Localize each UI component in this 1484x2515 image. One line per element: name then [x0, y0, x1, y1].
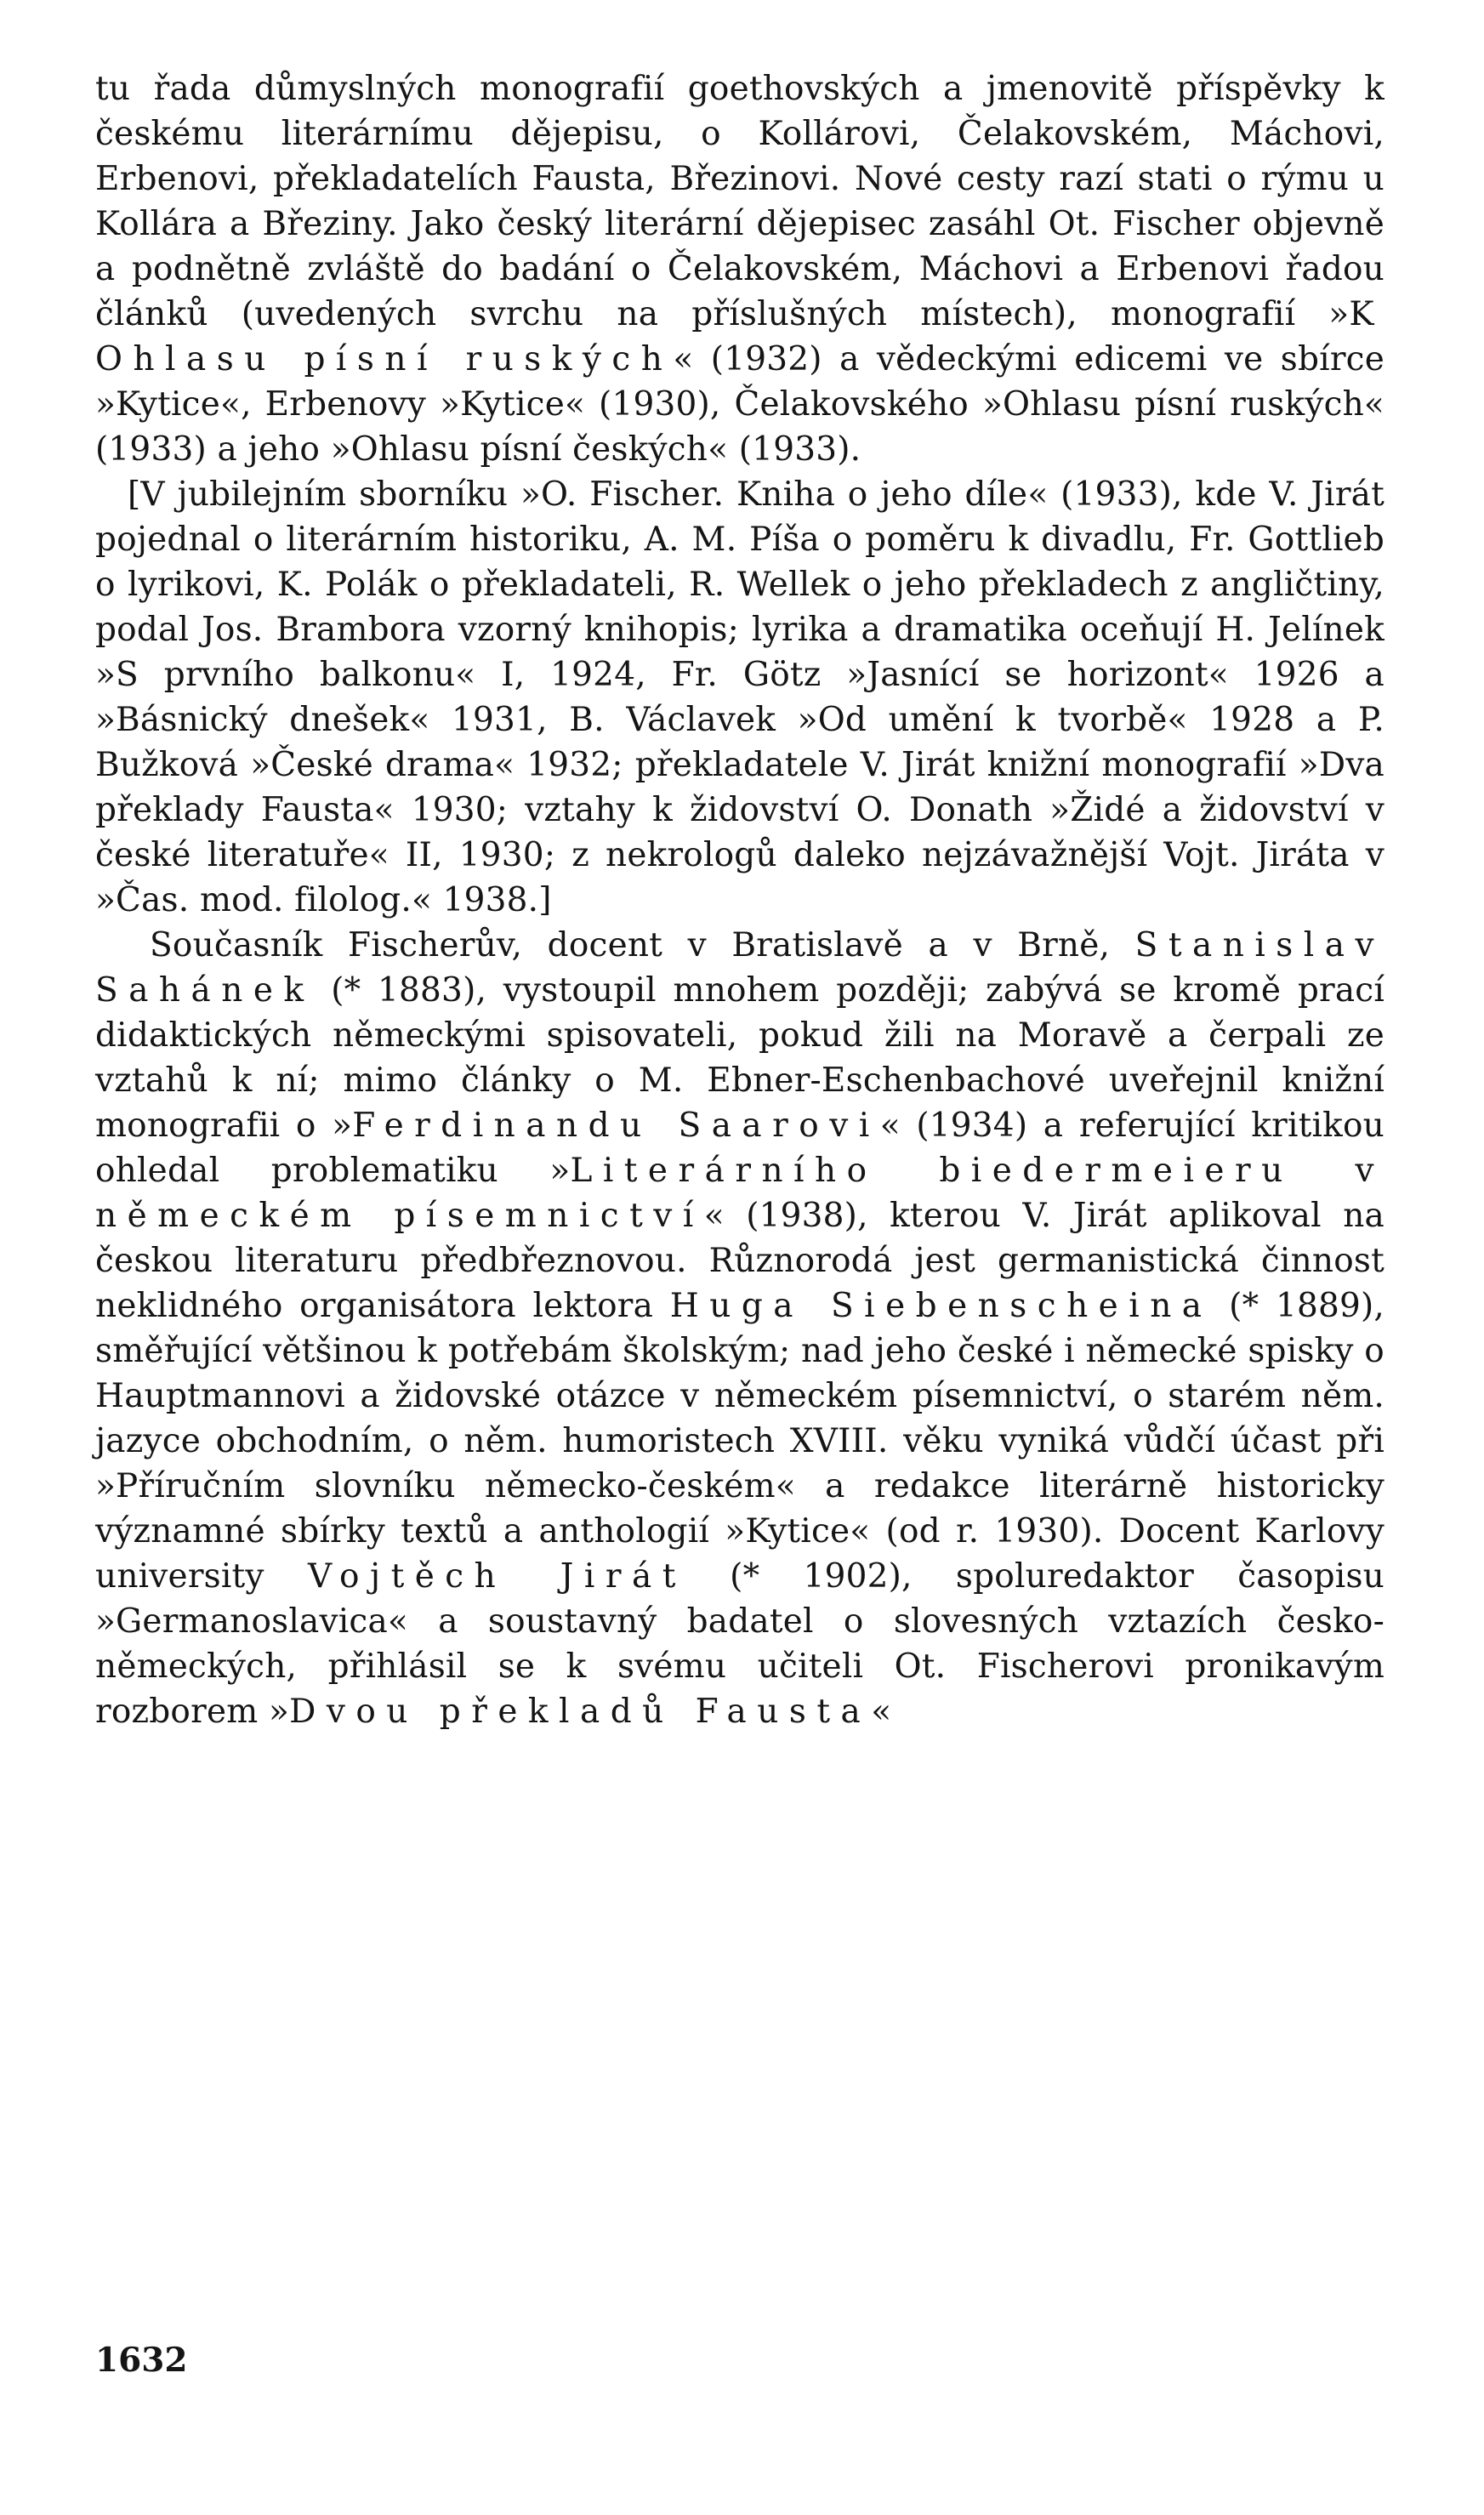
spaced-title: K Ohlasu písní ruských	[95, 295, 1384, 378]
text-run: « (1932) a vědeckými edicemi ve sbírce »Kytice«, Erbenovy »Kytice« (1930), Čelakovského »Ohlasu písní ruských« (1933) a jeho »Ohlasu písní českých« (1933).	[95, 340, 1384, 469]
text-run: « (1934) a referující kritikou ohledal problematiku »	[95, 1107, 1384, 1190]
paragraph-bibliography-note	[95, 472, 1384, 923]
page-number: 1632	[95, 2341, 188, 2380]
body-text	[95, 66, 1384, 1734]
text-run: (* 1883), vystoupil mnohem později; zabývá se kromě prací didaktických německými spisovateli, pokud žili na Moravě a čerpali ze vztahů k ní; mimo články o M. Ebner-Eschenbachové uveřejnil knižní monografii o »	[95, 971, 1384, 1145]
text-run: tu řada důmyslných monografií goethovských a jmenovitě příspěvky k českému literárnímu dějepisu, o Kollárovi, Čelakovském, Máchovi, Erbenovi, překladatelích Fausta, Březinovi. Nové cesty razí stati o rýmu u Kollára a Březiny. Jako český literární dějepisec zasáhl Ot. Fischer objevně a podnětně zvláště do badání o Čelakovském, Máchovi a Erbenovi řadou článků (uvedených svrchu na příslušných místech), monografií »	[95, 70, 1384, 333]
spaced-name: Huga Siebenscheina	[669, 1287, 1213, 1325]
text-run: [V jubilejním sborníku »O. Fischer. Kniha o jeho díle« (1933), kde V. Jirát pojednal o literárním historiku, A. M. Píša o poměru k divadlu, Fr. Gottlieb o lyrikovi, K. Polák o překladateli, R. Wellek o jeho překladech z angličtiny, podal Jos. Brambora vzorný knihopis; lyrika a dramatika oceňují H. Jelínek »S prvního balkonu« I, 1924, Fr. Götz »Jasnící se horizont« 1926 a »Básnický dnešek« 1931, B. Václavek »Od umění k tvorbě« 1928 a P. Bužková »České drama« 1932; překladatele V. Jirát knižní monografií »Dva překlady Fausta« 1930; vztahy k židovství O. Donath »Židé a židovství v české literatuře« II, 1930; z nekrologů daleko nejzávažnější Vojt. Jiráta v »Čas. mod. filolog.« 1938.]	[95, 475, 1384, 919]
spaced-title: Dvou překladů Fausta	[289, 1693, 872, 1731]
text-run: (* 1902), spoluredaktor časopisu »Germanoslavica« a soustavný badatel o slovesných vztazích česko-německých, přihlásil se k svému učiteli Ot. Fischerovi pronikavým rozborem »	[95, 1557, 1385, 1731]
text-run: « (1938), kterou V. Jirát aplikoval na českou literaturu předbřeznovou. Různorodá jest germanistická činnost neklidného organisátora lektora	[95, 1197, 1384, 1325]
paragraph-fischer-work	[95, 66, 1384, 472]
text-run: Současník Fischerův, docent v Bratislavě a v Brně,	[150, 926, 1135, 964]
text-run: «	[871, 1693, 892, 1731]
text-run: (* 1889), směřující většinou k potřebám školským; nad jeho české i německé spisky o Hauptmannovi a židovské otázce v německém písemnictví, o starém něm. jazyce obchodním, o něm. humoristech XVIII. věku vyniká vůdčí účast při »Příručním slovníku německo-českém« a redakce literárně historicky významné sbírky textů a anthologií »Kytice« (od r. 1930). Docent Karlovy university	[95, 1287, 1385, 1596]
spaced-title: Ferdinandu Saarovi	[352, 1107, 880, 1145]
paragraph-contemporaries	[95, 923, 1384, 1734]
spaced-name: Stanislav Sahánek	[95, 926, 1384, 1010]
spaced-title: Literárního biedermeieru v německém písemnictví	[95, 1152, 1384, 1235]
spaced-name: Vojtěch Jirát	[307, 1557, 686, 1596]
